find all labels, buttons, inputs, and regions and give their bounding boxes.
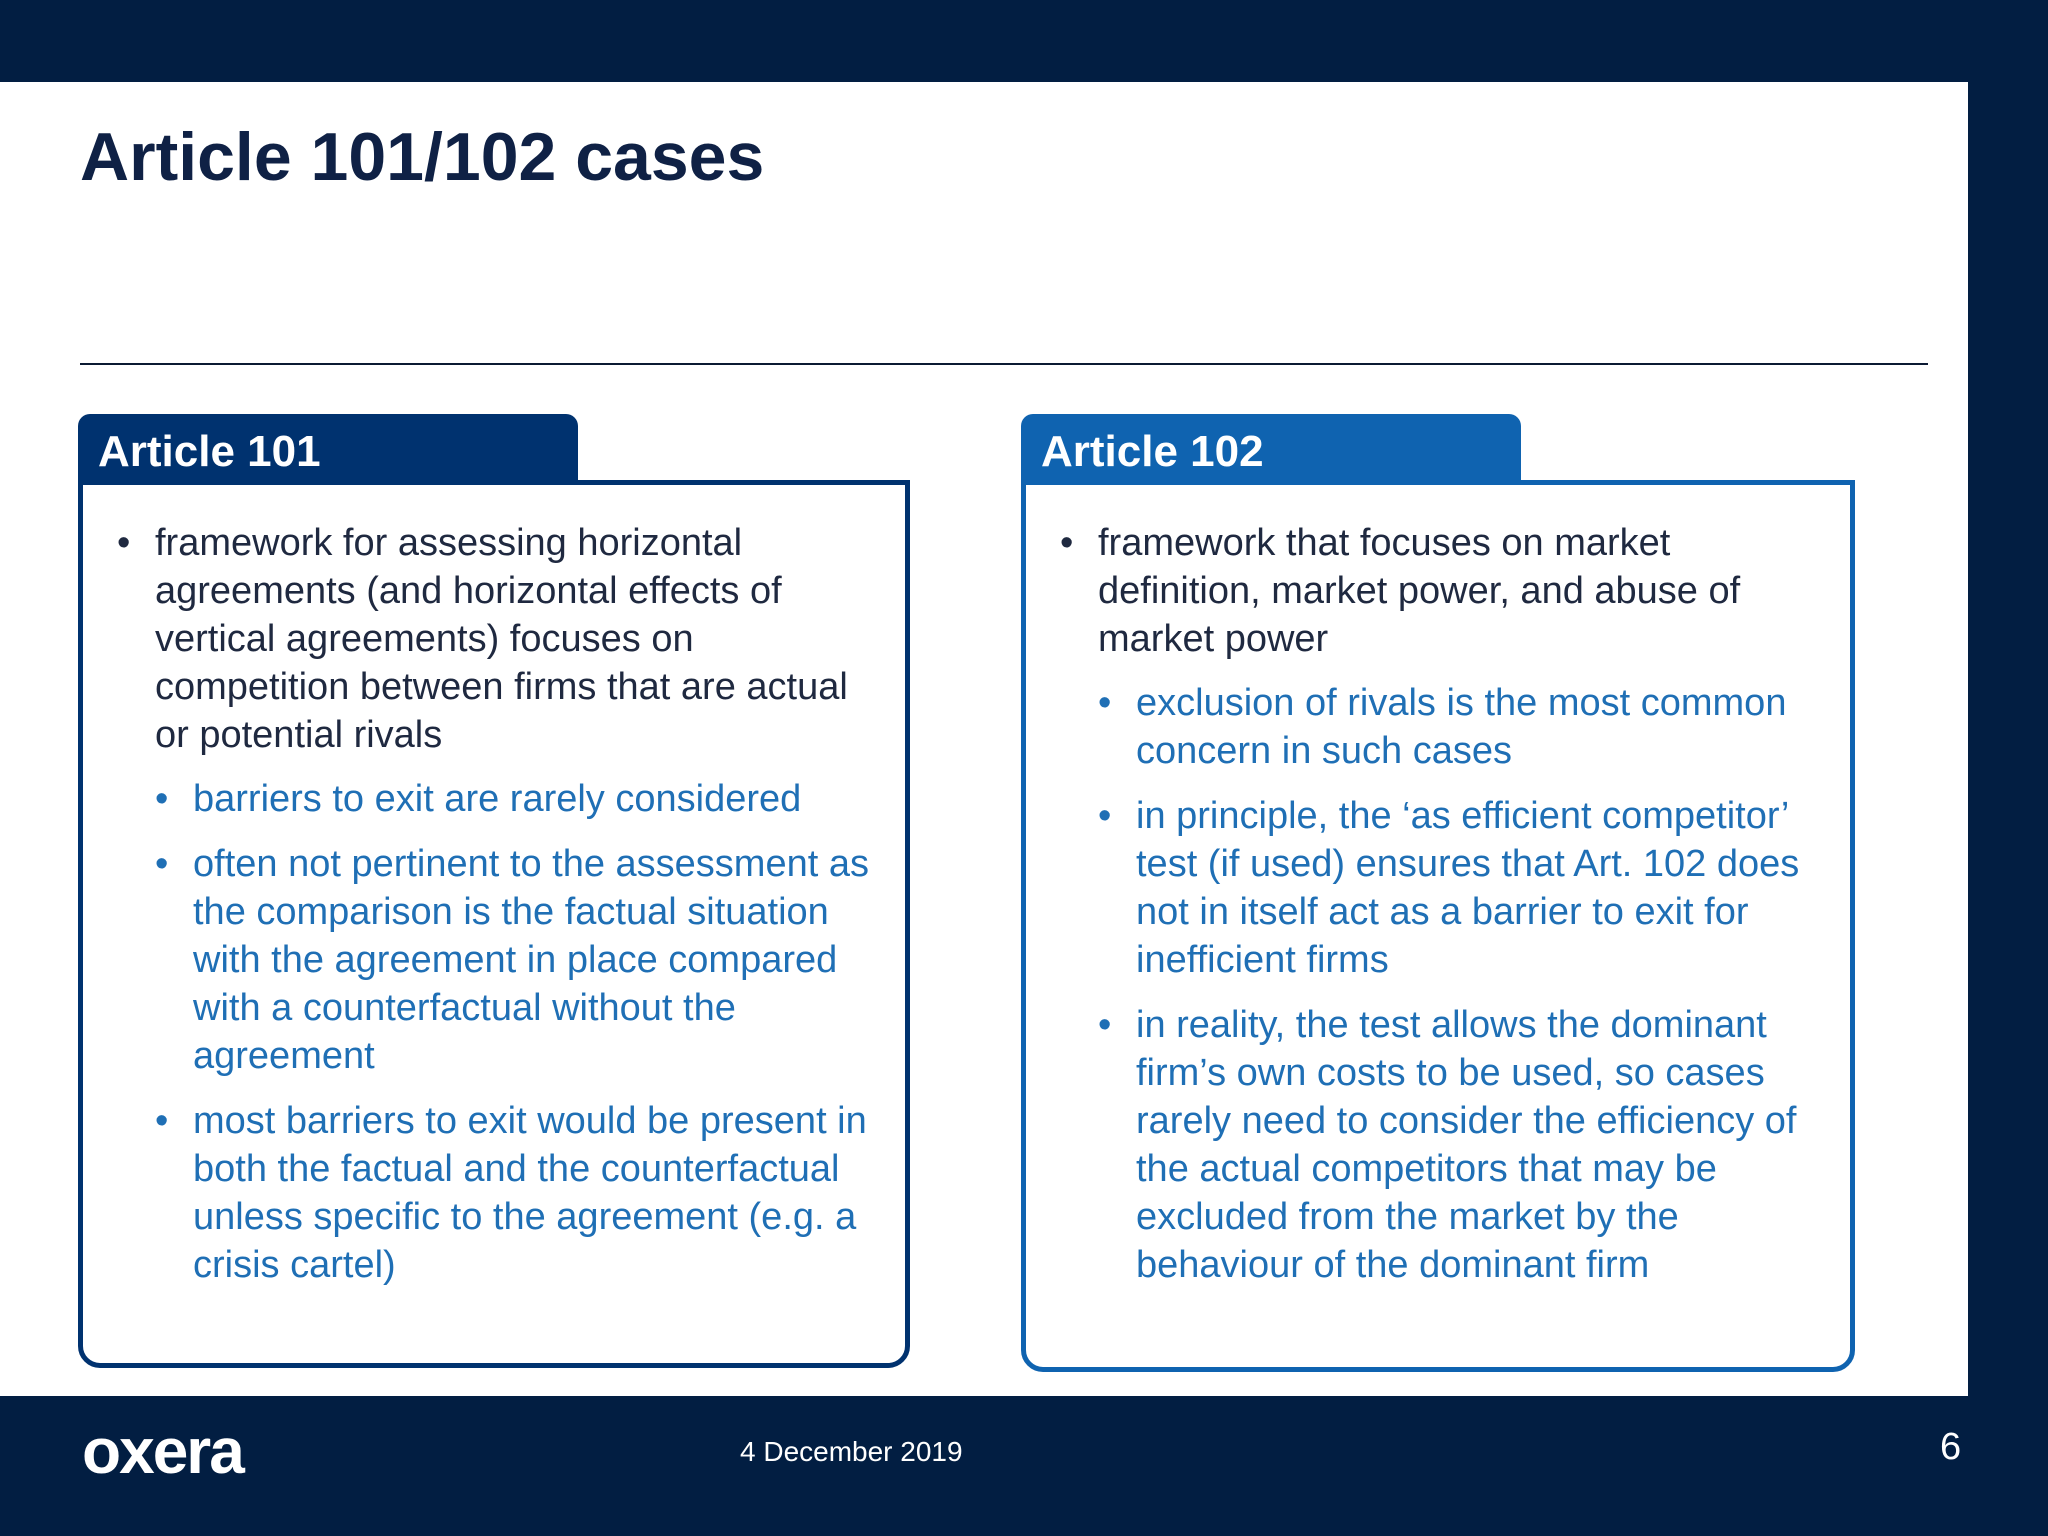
article-102-sub-bullet: • exclusion of rivals is the most common concern in such cases	[1098, 679, 1836, 775]
article-102-heading: Article 102	[1021, 414, 1521, 486]
footer-date: 4 December 2019	[740, 1436, 963, 1467]
article-101-sub-bullet: • most barriers to exit would be present in both the factual and the counterfactual unless specific to the agreement (e.g. a crisis cartel)	[155, 1097, 891, 1289]
article-101-panel	[78, 414, 910, 1368]
article-102-sub-bullet: • in principle, the ‘as efficient competitor’ test (if used) ensures that Art. 102 does not in itself act as a barrier to exit for inefficient firms	[1098, 792, 1836, 984]
page-number: 6	[1940, 1426, 1962, 1468]
title-divider	[80, 363, 1928, 365]
article-102-main-bullet	[1042, 519, 1836, 1289]
article-101-heading: Article 101	[78, 414, 578, 486]
article-102-bullets	[1042, 519, 1836, 1289]
article-102-box	[1021, 480, 1855, 1372]
article-101-box	[78, 480, 910, 1368]
article-101-bullets	[99, 519, 891, 1289]
article-101-sub-list	[155, 775, 891, 1289]
slide-title: Article 101/102 cases	[80, 119, 765, 195]
article-102-sub-bullet: • in reality, the test allows the dominant firm’s own costs to be used, so cases rarely need to consider the efficiency of the actual competitors that may be excluded from the market by the behaviour of the dominant firm	[1098, 1001, 1836, 1289]
article-102-main-text: framework that focuses on market definition, market power, and abuse of market power	[1098, 522, 1741, 660]
oxera-logo: oxera	[82, 1415, 243, 1487]
article-101-main-text: framework for assessing horizontal agreements (and horizontal effects of vertical agreements) focuses on competition between firms that are actual or potential rivals	[155, 522, 848, 756]
article-102-panel	[1021, 414, 1855, 1372]
article-101-sub-bullet: • barriers to exit are rarely considered	[155, 775, 891, 823]
article-101-main-bullet	[99, 519, 891, 1289]
article-101-sub-bullet: • often not pertinent to the assessment as the comparison is the factual situation with the agreement in place compared with a counterfactual without the agreement	[155, 840, 891, 1080]
article-102-sub-list	[1098, 679, 1836, 1289]
